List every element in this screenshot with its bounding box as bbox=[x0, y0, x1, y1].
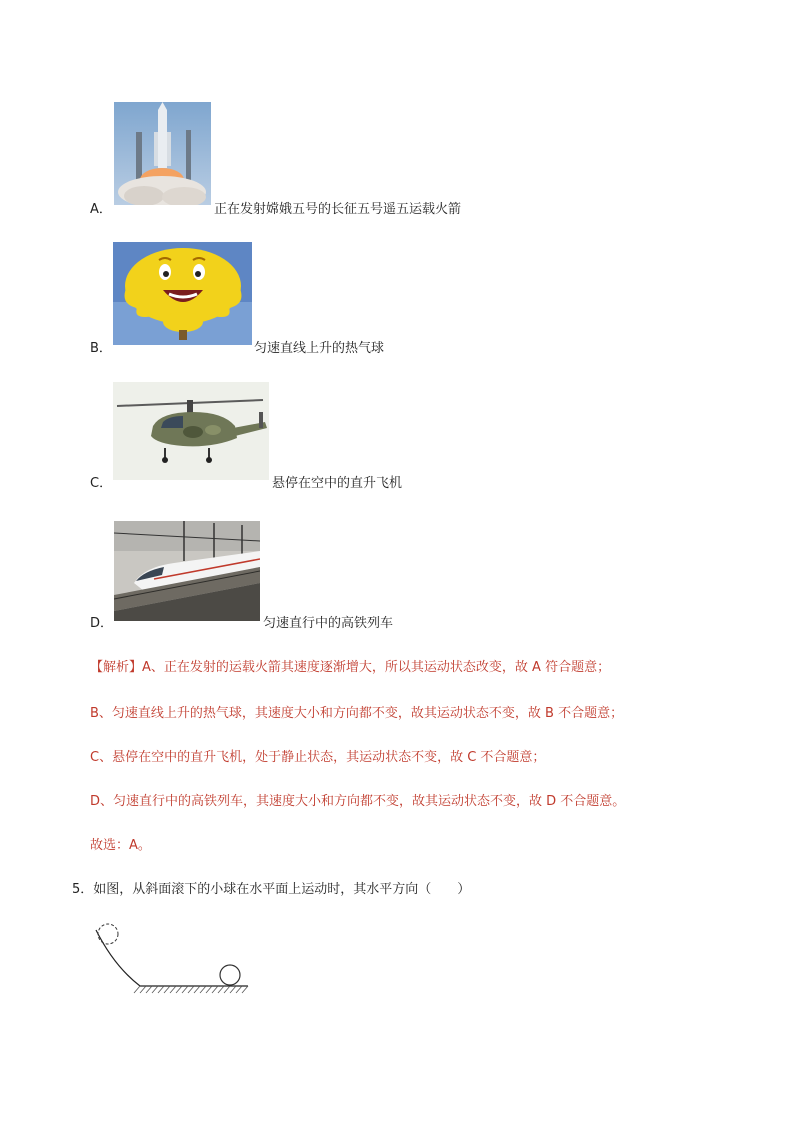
option-b-letter: B． bbox=[90, 341, 112, 356]
analysis-line-1-text: A、正在发射的运载火箭其速度逐渐增大，所以其运动状态改变，故 A 符合题意； bbox=[142, 660, 611, 675]
analysis-tag: 【解析】 bbox=[90, 660, 143, 675]
analysis-answer: 故选：A。 bbox=[90, 838, 151, 853]
analysis-line-2: B、匀速直线上升的热气球，其速度大小和方向都不变，故其运动状态不变，故 B 不合题意； bbox=[90, 706, 624, 721]
helicopter-image bbox=[113, 382, 269, 480]
option-c-letter: C． bbox=[90, 476, 113, 491]
option-d-letter: D． bbox=[90, 616, 114, 631]
option-a-letter: A． bbox=[90, 202, 112, 217]
analysis-line-4: D、匀速直行中的高铁列车，其速度大小和方向都不变，故其运动状态不变，故 D 不合题意。 bbox=[90, 794, 626, 809]
hot-air-balloon-image bbox=[113, 242, 252, 345]
analysis-line-1 bbox=[90, 656, 610, 675]
slope-ball-diagram bbox=[88, 918, 258, 998]
high-speed-train-image bbox=[114, 521, 260, 621]
analysis-line-3: C、悬停在空中的直升飞机，处于静止状态，其运动状态不变，故 C 不合题意； bbox=[90, 750, 546, 765]
option-b-caption: 匀速直线上升的热气球 bbox=[254, 341, 385, 356]
question-5-text: 5．如图，从斜面滚下的小球在水平面上运动时，其水平方向（ ） bbox=[72, 882, 471, 897]
option-a-caption: 正在发射嫦娥五号的长征五号遥五运载火箭 bbox=[214, 202, 462, 217]
rocket-launch-image bbox=[114, 102, 211, 205]
option-d-caption: 匀速直行中的高铁列车 bbox=[263, 616, 394, 631]
option-c-caption: 悬停在空中的直升飞机 bbox=[272, 476, 403, 491]
